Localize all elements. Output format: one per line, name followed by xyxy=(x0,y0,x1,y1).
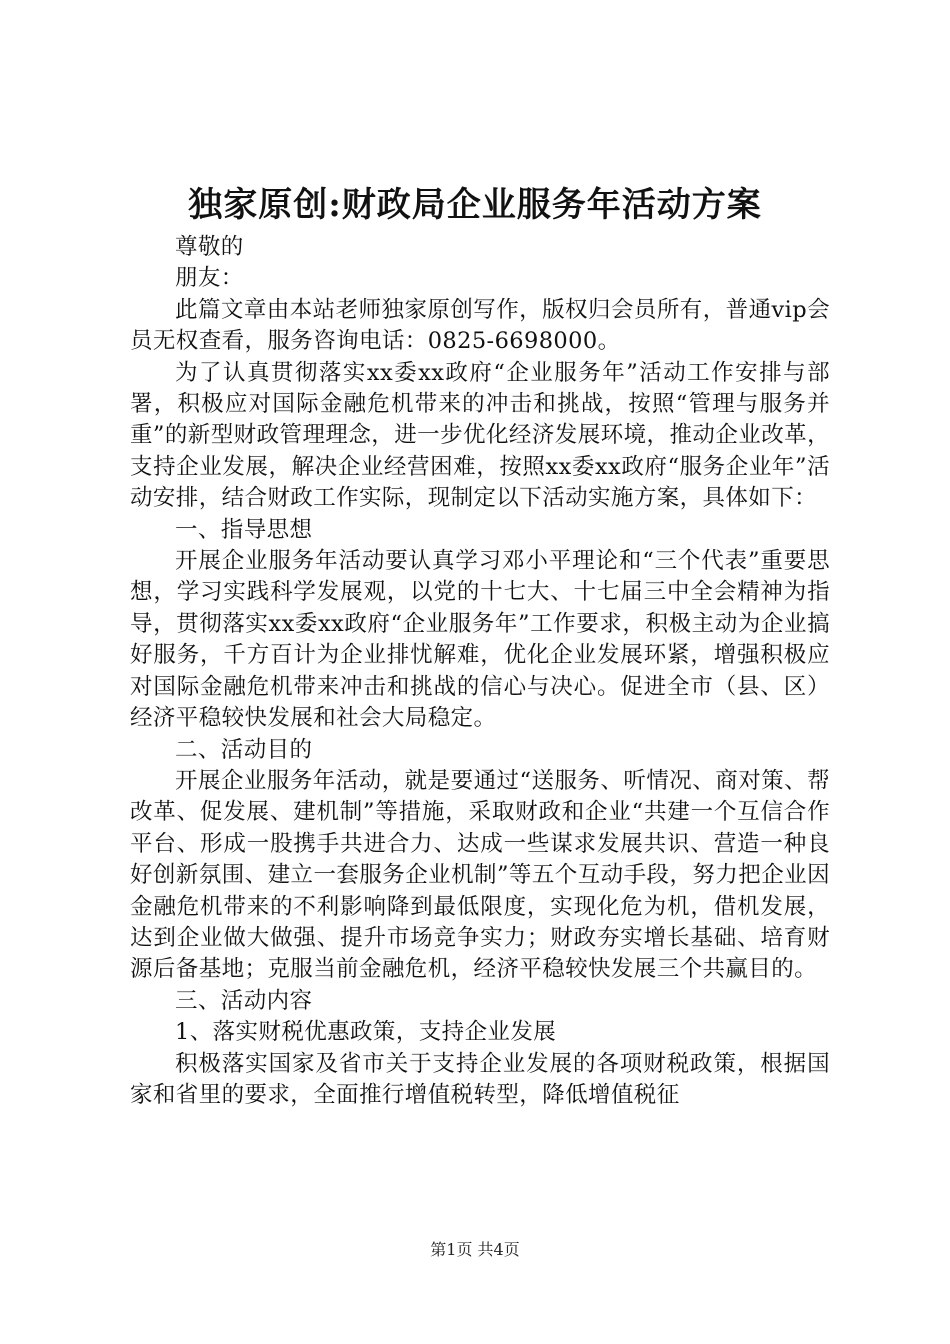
intro-paragraph: 为了认真贯彻落实xx委xx政府“企业服务年”活动工作安排与部署，积极应对国际金融危机带来的冲击和挑战，按照“管理与服务并重”的新型财政管理理念，进一步优化经济发展环境，推动企业改革，支持企业发展，解决企业经营困难，按照xx委xx政府“服务企业年”活动安排，结合财政工作实际，现制定以下活动实施方案，具体如下： xyxy=(130,359,830,512)
greeting-line-2: 朋友： xyxy=(175,265,244,292)
page-number-footer: 第1页 共4页 xyxy=(430,1240,520,1259)
subsection-heading-tax-policy: 1、落实财税优惠政策，支持企业发展 xyxy=(175,1019,557,1046)
copyright-notice: 此篇文章由本站老师独家原创写作，版权归会员所有，普通vip会员无权查看，服务咨询电话：0825-6698000。 xyxy=(130,296,830,355)
section-heading-content: 三、活动内容 xyxy=(175,987,313,1014)
purpose-paragraph: 开展企业服务年活动，就是要通过“送服务、听情况、商对策、帮改革、促发展、建机制”等措施，采取财政和企业“共建一个互信合作平台、形成一股携手共进合力、达成一些谋求发展共识、营造一种良好创新氛围、建立一套服务企业机制”等五个互动手段，努力把企业因金融危机带来的不利影响降到最低限度，实现化危为机，借机发展，达到企业做大做强、提升市场竞争实力；财政夯实增长基础、培育财源后备基地；克服当前金融危机，经济平稳较快发展三个共赢目的。 xyxy=(130,767,830,983)
guiding-ideology-paragraph: 开展企业服务年活动要认真学习邓小平理论和“三个代表”重要思想，学习实践科学发展观，以党的十七大、十七届三中全会精神为指导，贯彻落实xx委xx政府“企业服务年”工作要求，积极主动为企业搞好服务，千方百计为企业排忧解难，优化企业发展环紧，增强积极应对国际金融危机带来冲击和挑战的信心与决心。促进全市（县、区）经济平稳较快发展和社会大局稳定。 xyxy=(130,548,830,732)
section-heading-purpose: 二、活动目的 xyxy=(175,736,313,763)
tax-policy-paragraph: 积极落实国家及省市关于支持企业发展的各项财税政策，根据国家和省里的要求，全面推行增值税转型，降低增值税征 xyxy=(130,1050,830,1108)
section-heading-guiding-ideology: 一、指导思想 xyxy=(175,516,313,543)
document-body xyxy=(130,232,830,1111)
document-title: 独家原创:财政局企业服务年活动方案 xyxy=(188,185,762,225)
greeting-line-1: 尊敬的 xyxy=(175,234,244,260)
